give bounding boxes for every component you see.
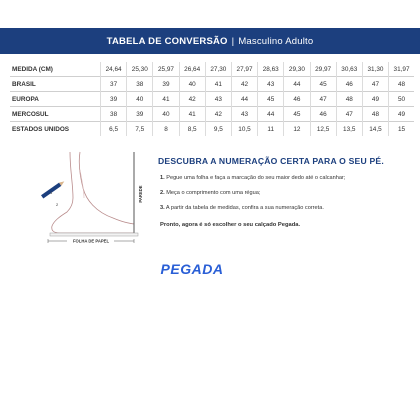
table-cell: 44 — [258, 107, 284, 122]
foot-measuring-illustration — [10, 150, 160, 245]
table-cell: 42 — [205, 107, 231, 122]
table-cell: 38 — [101, 107, 127, 122]
table-cell: 41 — [179, 107, 205, 122]
final-message: Pronto, agora é só escolher o seu calçado Pegada. — [160, 222, 301, 228]
table-cell: 43 — [231, 107, 257, 122]
table-cell: 43 — [205, 92, 231, 107]
table-cell: 26,64 — [179, 62, 205, 77]
table-cell: 46 — [310, 107, 336, 122]
table-cell: 40 — [153, 107, 179, 122]
table-cell: 9,5 — [205, 122, 231, 137]
table-row — [10, 92, 414, 107]
table-cell: 47 — [310, 92, 336, 107]
step-number: 2. — [160, 190, 165, 196]
table-header-banner — [0, 28, 420, 54]
table-cell: 49 — [389, 107, 414, 122]
row-label: ESTADOS UNIDOS — [10, 122, 101, 137]
table-cell: 31,97 — [389, 62, 414, 77]
table-cell: 47 — [362, 77, 388, 92]
table-cell: 50 — [389, 92, 414, 107]
table-cell: 12,5 — [310, 122, 336, 137]
table-row — [10, 122, 414, 137]
table-cell: 42 — [231, 77, 257, 92]
mark-label-1: 1 — [50, 190, 53, 195]
row-label: MEDIDA (CM) — [12, 65, 53, 73]
table-cell: 24,64 — [101, 62, 127, 77]
pencil-icon — [41, 180, 65, 199]
table-cell: 45 — [284, 107, 310, 122]
table-cell: 11 — [258, 122, 284, 137]
table-cell: 46 — [336, 77, 362, 92]
table-cell: 45 — [310, 77, 336, 92]
step-text: A partir da tabela de medidas, confira a sua numeração correta. — [165, 205, 324, 211]
table-cell: 25,30 — [127, 62, 153, 77]
table-cell: 10,5 — [231, 122, 257, 137]
table-cell: 13,5 — [336, 122, 362, 137]
table-cell: 27,30 — [205, 62, 231, 77]
foot-outline — [52, 152, 134, 233]
table-cell: 8 — [153, 122, 179, 137]
table-cell: 29,30 — [284, 62, 310, 77]
table-title: TABELA DE CONVERSÃO — [106, 35, 228, 47]
table-cell: 31,30 — [362, 62, 388, 77]
table-cell: 37 — [101, 77, 127, 92]
table-cell: 6,5 — [101, 122, 127, 137]
instructions-title: DESCUBRA A NUMERAÇÃO CERTA PARA O SEU PÉ. — [158, 156, 384, 166]
instructions-steps — [160, 175, 345, 220]
step-number: 1. — [160, 175, 165, 181]
table-subtitle: Masculino Adulto — [238, 35, 314, 47]
paper-sheet — [50, 233, 138, 236]
instruction-step-3 — [160, 205, 345, 220]
table-cell: 27,97 — [231, 62, 257, 77]
table-cell: 48 — [336, 92, 362, 107]
row-label: MERCOSUL — [10, 107, 101, 122]
table-cell: 40 — [127, 92, 153, 107]
table-cell: 42 — [179, 92, 205, 107]
table-cell: 39 — [127, 107, 153, 122]
table-row — [10, 77, 414, 92]
table-cell: 28,63 — [258, 62, 284, 77]
table-cell: 8,5 — [179, 122, 205, 137]
table-cell: 30,63 — [336, 62, 362, 77]
table-cell: 39 — [101, 92, 127, 107]
logo-text: PEGADA — [160, 261, 224, 277]
table-cell: 12 — [284, 122, 310, 137]
step-text: Pegue uma folha e faça a marcação do seu maior dedo até o calcanhar; — [166, 175, 346, 181]
table-cell: 48 — [362, 107, 388, 122]
table-cell: 39 — [153, 77, 179, 92]
instruction-step-1 — [160, 175, 345, 190]
instruction-step-2 — [160, 190, 345, 205]
table-row — [10, 107, 414, 122]
table-cell: 48 — [389, 77, 414, 92]
table-cell: 44 — [284, 77, 310, 92]
size-conversion-table — [10, 62, 414, 136]
pegada-logo — [152, 258, 232, 280]
step-text: Meça o comprimento com uma régua; — [166, 190, 261, 196]
table-cell: 15 — [389, 122, 414, 137]
title-separator: | — [231, 35, 235, 47]
table-cell: 40 — [179, 77, 205, 92]
table-cell: 38 — [127, 77, 153, 92]
table-cell: 43 — [258, 77, 284, 92]
row-label: EUROPA — [10, 92, 101, 107]
paper-label: FOLHA DE PAPEL — [72, 238, 110, 244]
table-cell: 44 — [231, 92, 257, 107]
table-cell: 47 — [336, 107, 362, 122]
table-cell: 29,97 — [310, 62, 336, 77]
table-row — [10, 62, 414, 77]
table-cell: 25,97 — [153, 62, 179, 77]
table-cell: 41 — [153, 92, 179, 107]
table-cell: 45 — [258, 92, 284, 107]
step-number: 3. — [160, 205, 165, 211]
wall-label: PAREDE — [138, 185, 143, 203]
table-cell: 46 — [284, 92, 310, 107]
mark-label-2: 2 — [56, 202, 59, 207]
table-cell: 7,5 — [127, 122, 153, 137]
row-label: BRASIL — [10, 77, 101, 92]
table-cell: 41 — [205, 77, 231, 92]
table-cell: 14,5 — [362, 122, 388, 137]
table-cell: 49 — [362, 92, 388, 107]
